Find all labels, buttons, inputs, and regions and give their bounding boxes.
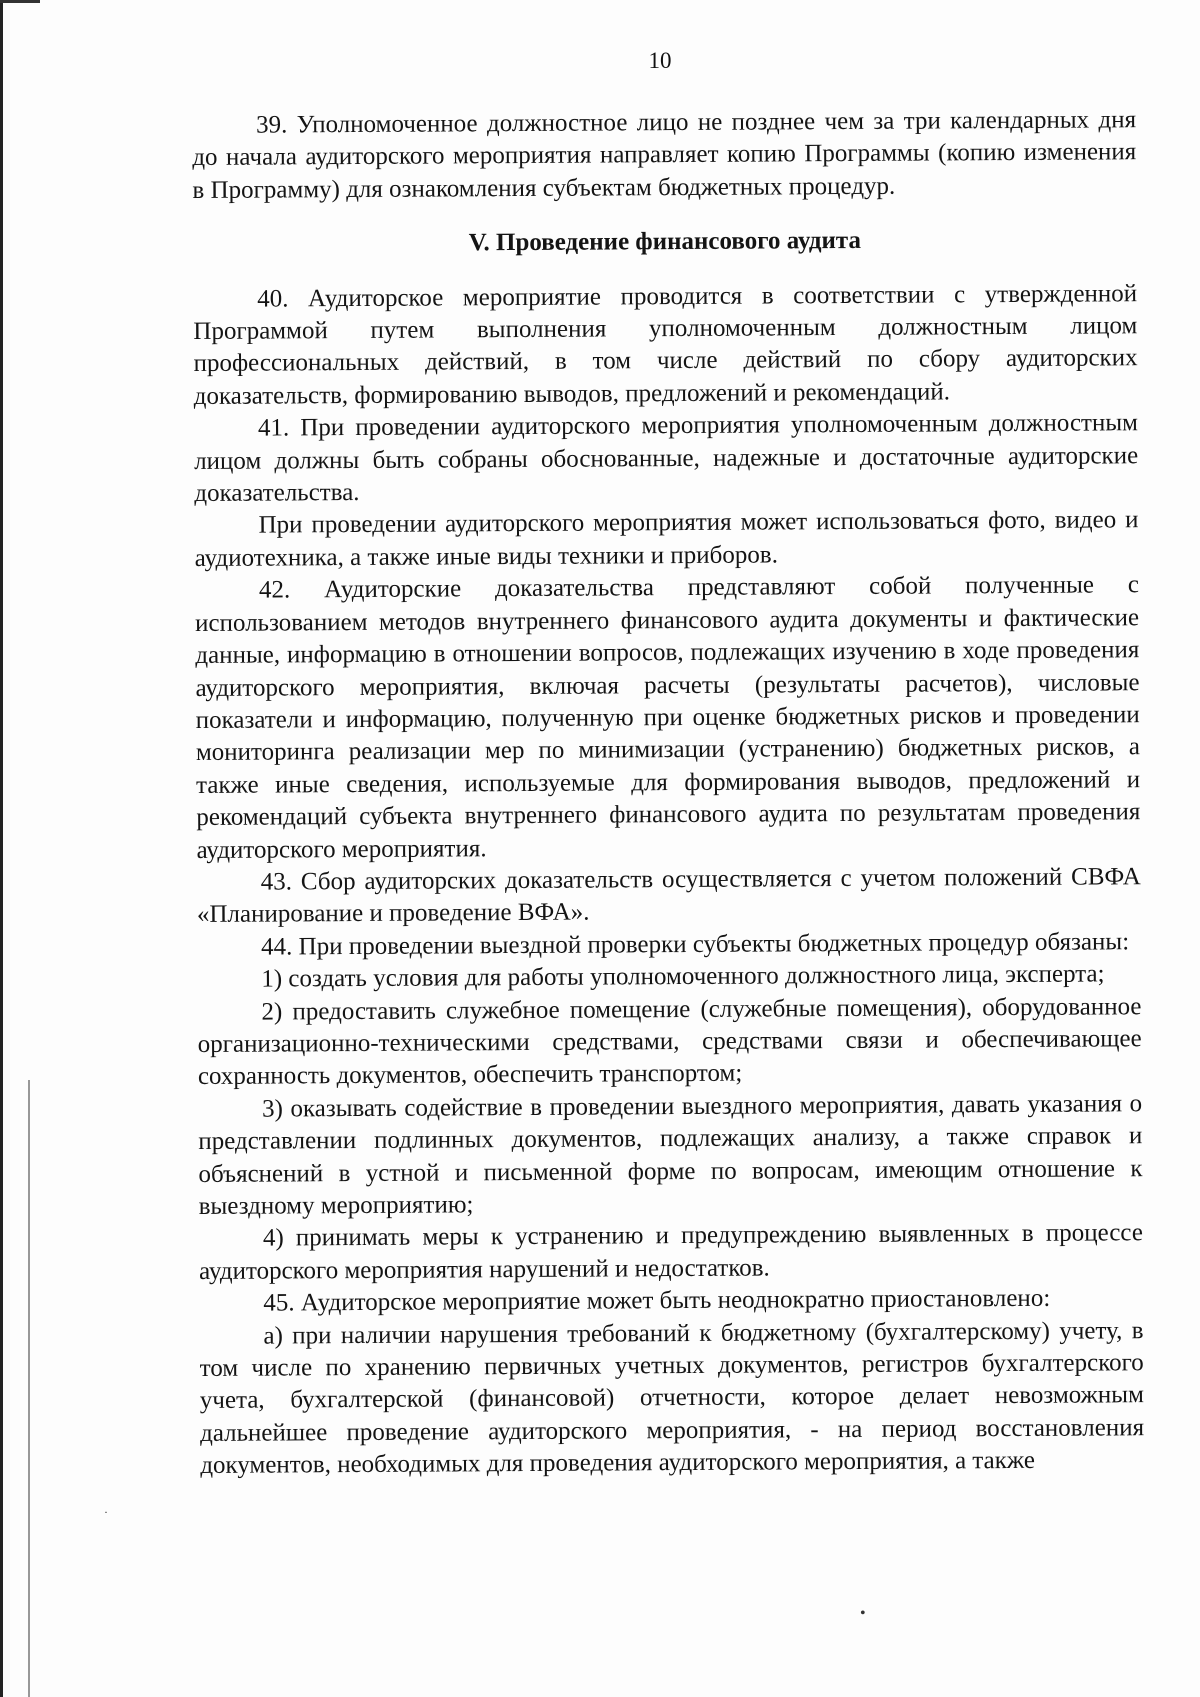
list-item-44-3: 3) оказывать содействие в проведении выездного мероприятия, давать указания о представлении подлинных документов, подлежащих анализу, а также справок и объяснений в устной и письменной форме по вопросам, имеющим отношение к выездному мероприятию; [198,1089,1143,1220]
paragraph-41-continued: При проведении аудиторского мероприятия может использоваться фото, видео и аудиотехника, а также иные виды техники и приборов. [194,506,1139,572]
paragraph-42: 42. Аудиторские доказательства представляют собой полученные с использованием методов внутреннего финансового аудита документы и фактические данные, информацию в отношении вопросов, подлежащих изучению в ходе проведения аудиторского мероприятия, включая расчеты (результаты расчетов), числовые показатели и информацию, полученную при оценке бюджетных рисков и проведении мониторинга реализации мер по минимизации (устранению) бюджетных рисков, а также иные сведения, используемые для формирования выводов, предложений и рекомендаций субъекта внутреннего финансового аудита по результатам проведения аудиторского мероприятия. [195,571,1141,864]
section-heading: V. Проведение финансового аудита [468,227,862,257]
list-item-44-1: 1) создать условия для работы уполномоченного должностного лица, эксперта; [261,960,1105,993]
page-number: 10 [648,48,672,73]
paragraph-39: 39. Уполномоченное должностное лицо не позднее чем за три календарных дня до начала аудиторского мероприятия направляет копию Программы (копию изменения в Программу) для ознакомления субъектам бюджетных процедур. [192,106,1137,204]
paragraph-41: 41. При проведении аудиторского мероприятия уполномоченным должностным лицом должны быть собраны обоснованные, надежные и достаточные аудиторские доказательства. [194,409,1139,508]
list-item-45-a: а) при наличии нарушения требований к бюджетному (бухгалтерскому) учету, в том числе по хранению первичных учетных документов, регистров бухгалтерского учета, бухгалтерской (финансовой) отчетности, которое делает невозможным дальнейшее проведение аудиторского мероприятия, - на период восстановления документов, необходимых для проведения аудиторского мероприятия, а также [199,1316,1145,1480]
paragraph-40: 40. Аудиторское мероприятие проводится в соответствии с утвержденной Программой путем выполнения уполномоченным должностным лицом профессиональных действий, в том числе действий по сбору аудиторских доказательств, формированию выводов, предложений и рекомендаций. [193,279,1138,410]
list-item-44-4: 4) принимать меры к устранению и предупреждению выявленных в процессе аудиторского мероприятия нарушений и недостатков. [199,1219,1143,1285]
paragraph-43: 43. Сбор аудиторских доказательств осуществляется с учетом положений СВФА «Планирование и проведение ВФА». [196,863,1141,929]
scan-artifact-line [28,1080,30,1697]
scan-speck-left: · [104,1505,108,1519]
paragraph-44: 44. При проведении выездной проверки субъекты бюджетных процедур обязаны: [261,928,1130,961]
scan-edge-top [0,0,40,3]
scan-speck: • [860,1605,866,1622]
paragraph-45: 45. Аудиторское мероприятие может быть неоднократно приостановлено: [263,1284,1051,1317]
scan-edge-left [0,0,3,1697]
document-body [192,104,1144,1482]
list-item-44-2: 2) предоставить служебное помещение (служебные помещения), оборудованное организационно-техническими средствами, средствами связи и обеспечивающее сохранность документов, обеспечить транспортом; [197,992,1142,1091]
